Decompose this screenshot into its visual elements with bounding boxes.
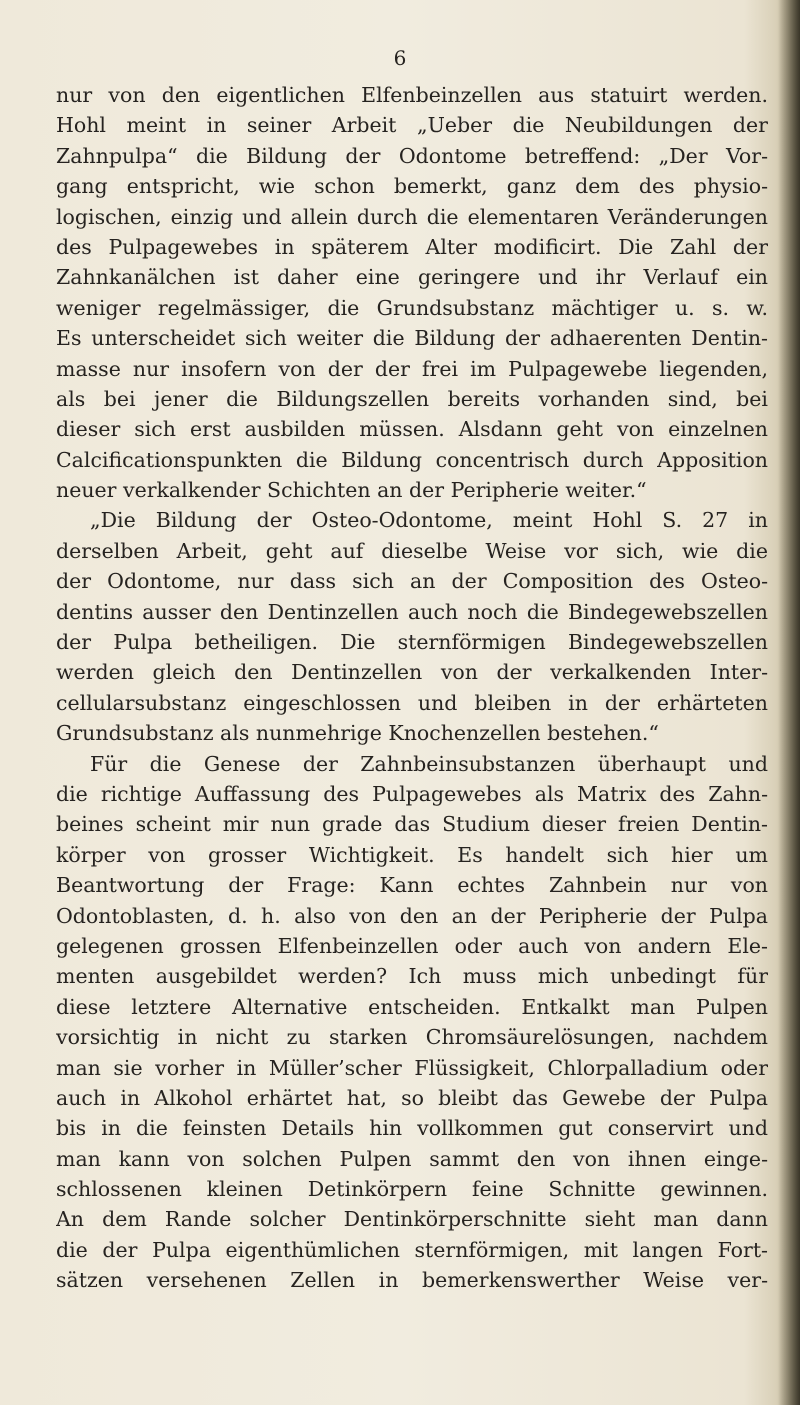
text-line: „Die Bildung der Osteo-Odontome, meint Hohl S. 27 in [90,508,768,533]
text-line: Zahnkanälchen ist daher eine geringere und ihr Verlauf ein [56,265,768,290]
text-line: auch in Alkohol erhärtet hat, so bleibt das Gewebe der Pulpa [56,1085,768,1110]
text-line: An dem Rande solcher Dentinkörperschnitte sieht man dann [56,1207,768,1232]
text-line: die der Pulpa eigenthümlichen sternförmigen, mit langen Fort- [56,1237,768,1262]
text-line: die richtige Auffassung des Pulpagewebes als Matrix des Zahn- [56,781,768,806]
text-line: derselben Arbeit, geht auf dieselbe Weise vor sich, wie die [56,538,768,563]
text-line: vorsichtig in nicht zu starken Chromsäurelösungen, nachdem [56,1025,768,1050]
text-line: masse nur insofern von der der frei im Pulpagewebe liegenden, [56,356,768,381]
text-line: körper von grosser Wichtigkeit. Es handelt sich hier um [56,842,768,867]
text-line: sätzen versehenen Zellen in bemerkenswerther Weise ver- [56,1268,768,1293]
text-line: gelegenen grossen Elfenbeinzellen oder auch von andern Ele- [56,933,768,958]
text-line: menten ausgebildet werden? Ich muss mich unbedingt für [56,964,768,989]
text-line: dieser sich erst ausbilden müssen. Alsdann geht von einzelnen [56,417,768,442]
text-line: beines scheint mir nun grade das Studium dieser freien Dentin- [56,812,768,837]
text-line: man kann von solchen Pulpen sammt den von ihnen einge- [56,1146,768,1171]
book-spine-shadow [778,0,800,1405]
text-line: Für die Genese der Zahnbeinsubstanzen überhaupt und [90,751,768,776]
text-line: der Pulpa betheiligen. Die sternförmigen Bindegewebszellen [56,630,768,655]
text-line: Odontoblasten, d. h. also von den an der Peripherie der Pulpa [56,903,768,928]
text-line: nur von den eigentlichen Elfenbeinzellen aus statuirt werden. [56,83,768,107]
text-line: logischen, einzig und allein durch die elementaren Veränderungen [56,204,768,229]
text-line: Grundsubstanz als nunmehrige Knochenzellen bestehen.“ [56,721,659,746]
body-text [56,80,768,1296]
text-line: gang entspricht, wie schon bemerkt, ganz dem des physio- [56,174,768,199]
text-line: neuer verkalkender Schichten an der Peripherie weiter.“ [56,478,647,503]
text-line: man sie vorher in Müller’scher Flüssigkeit, Chlorpalladium oder [56,1055,768,1080]
text-line: Calcificationspunkten die Bildung concentrisch durch Apposition [56,447,768,472]
text-line: Es unterscheidet sich weiter die Bildung der adhaerenten Dentin- [56,326,768,351]
text-line: Hohl meint in seiner Arbeit „Ueber die Neubildungen der [56,113,768,138]
text-line: cellularsubstanz eingeschlossen und bleiben in der erhärteten [56,690,768,715]
text-line: Beantwortung der Frage: Kann echtes Zahnbein nur von [56,873,768,898]
text-line: Zahnpulpa“ die Bildung der Odontome betreffend: „Der Vor- [56,143,768,168]
text-line: des Pulpagewebes in späterem Alter modificirt. Die Zahl der [56,234,768,259]
text-line: werden gleich den Dentinzellen von der verkalkenden Inter- [56,660,768,685]
text-line: schlossenen kleinen Detinkörpern feine Schnitte gewinnen. [56,1177,768,1202]
text-line: dentins ausser den Dentinzellen auch noch die Bindegewebszellen [56,599,768,624]
page-number: 6 [393,46,407,70]
text-line: bis in die feinsten Details hin vollkommen gut conservirt und [56,1116,768,1141]
text-line: als bei jener die Bildungszellen bereits vorhanden sind, bei [56,386,768,411]
text-line: diese letztere Alternative entscheiden. Entkalkt man Pulpen [56,994,768,1019]
text-line: der Odontome, nur dass sich an der Composition des Osteo- [56,569,768,594]
text-line: weniger regelmässiger, die Grundsubstanz mächtiger u. s. w. [56,295,768,320]
